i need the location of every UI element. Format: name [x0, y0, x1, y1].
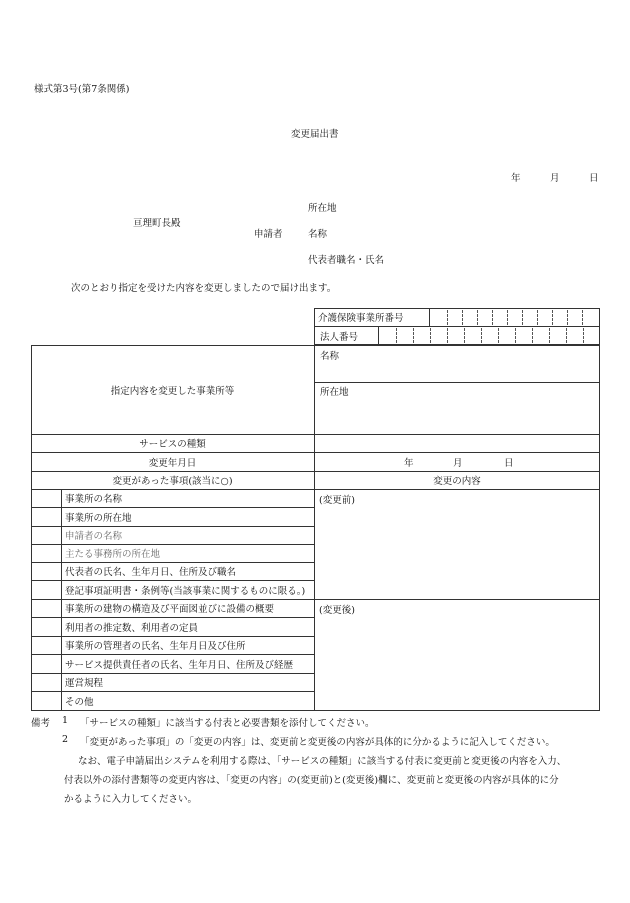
after-label: (変更後)	[319, 605, 355, 616]
applicant-location-label: 所在地	[308, 203, 337, 214]
date-month: 月	[550, 173, 560, 184]
change-date-day: 日	[504, 457, 514, 469]
notes-prefix: 備考	[31, 718, 51, 729]
item-applicant-name: 申請者の名称	[65, 531, 123, 542]
item-operating-rules: 運営規程	[65, 678, 104, 689]
item-representative-info: 代表者の氏名、生年月日、住所及び職名	[65, 567, 237, 578]
intro-text: 次のとおり指定を受けた内容を変更しましたので届け出ます。	[71, 283, 337, 294]
item-main-office-location: 主たる事務所の所在地	[65, 549, 161, 560]
item-manager-info: 事業所の管理者の氏名、生年月日及び住所	[65, 641, 246, 652]
item-building-structure: 事業所の建物の構造及び平面図並びに設備の概要	[65, 604, 275, 615]
item-registry-certificate: 登記事項証明書・条例等(当該事業に関するものに限る。)	[65, 585, 306, 597]
date-year: 年	[511, 173, 521, 184]
item-facility-location: 事業所の所在地	[65, 512, 132, 524]
note-2: 「変更があった事項」の「変更の内容」は、変更前と変更後の内容が具体的に分かるように記入してください。	[80, 737, 555, 748]
facility-label: 指定内容を変更した事業所等	[110, 385, 235, 397]
note-2-number: 2	[62, 734, 69, 745]
before-label: (変更前)	[319, 495, 355, 506]
content-header: 変更の内容	[433, 476, 481, 487]
note-3-line-1: なお、電子申請届出システムを利用する際は、「サービスの種類」に該当する付表に変更前と変更後の内容を入力、	[78, 756, 567, 767]
applicant-label: 申請者	[254, 229, 283, 240]
service-type-label: サービスの種類	[139, 439, 206, 450]
facility-name-label: 名称	[320, 351, 340, 362]
note-1-number: 1	[62, 715, 69, 726]
facility-location-label: 所在地	[320, 387, 349, 398]
note-1: 「サービスの種類」に該当する付表と必要書類を添付してください。	[80, 718, 375, 729]
applicant-rep-label: 代表者職名・氏名	[308, 255, 385, 266]
note-3-line-2: 付表以外の添付書類等の変更内容は、「変更の内容」の(変更前)と(変更後)欄に、変更前と変更後の内容が具体的に分	[64, 775, 559, 786]
page-title: 変更届出書	[291, 129, 339, 140]
items-header: 変更があった事項(該当に○)	[112, 476, 233, 487]
item-other: その他	[65, 697, 94, 708]
item-service-responsible: サービス提供責任者の氏名、生年月日、住所及び経歴	[65, 659, 294, 671]
item-facility-name: 事業所の名称	[65, 494, 123, 505]
form-label: 様式第3号(第7条関係)	[34, 84, 130, 95]
date-day: 日	[589, 173, 599, 184]
item-user-capacity: 利用者の推定数、利用者の定員	[65, 622, 199, 634]
care-insurance-number-label: 介護保険事業所番号	[318, 313, 404, 324]
applicant-name-label: 名称	[308, 229, 328, 240]
change-date-label: 変更年月日	[148, 457, 197, 469]
change-date-month: 月	[453, 457, 463, 469]
addressee: 亘理町長殿	[133, 218, 181, 229]
change-date-year: 年	[404, 457, 414, 469]
corporate-number-label: 法人番号	[320, 331, 359, 343]
note-3-line-3: かるように入力してください。	[64, 794, 198, 805]
